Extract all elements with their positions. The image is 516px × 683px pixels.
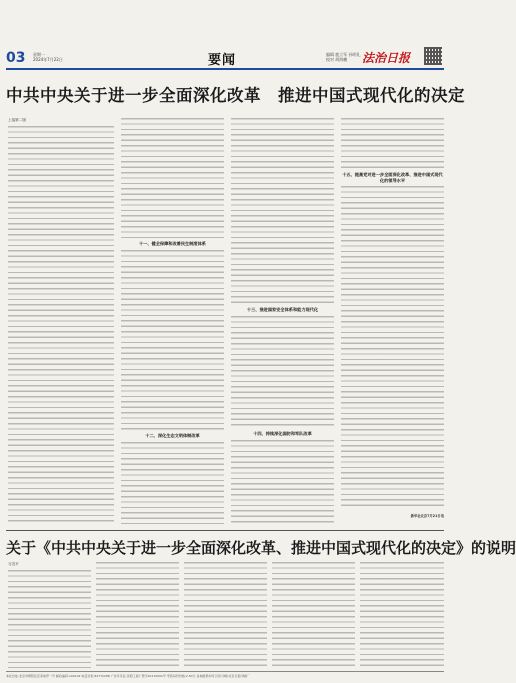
subhead: 十三、推进国家安全体系和能力现代化 (246, 307, 319, 312)
header-rule (6, 68, 444, 70)
article-2-column-1 (8, 570, 91, 668)
article-2-column-2 (96, 562, 179, 668)
issue-date (33, 52, 63, 62)
article-1-column-3a (231, 118, 334, 306)
masthead-logo: 法治日报 (362, 51, 411, 65)
subhead: 十一、健全保障和改善民生制度体系 (138, 241, 206, 246)
article-2-headline: 关于《中共中央关于进一步全面深化改革、推进中国式现代化的决定》的说明 (6, 539, 516, 557)
article-1-end-note: 新华社北京7月21日电 (410, 514, 444, 518)
weekday: 星期一 (33, 52, 45, 57)
article-1-column-3c (231, 440, 334, 524)
article-1-subhead-13 (231, 306, 334, 314)
qr-code[interactable] (424, 47, 442, 65)
article-1-subhead-14 (231, 430, 334, 438)
section-title: 要闻 (208, 53, 237, 68)
section-divider (6, 530, 444, 531)
date: 2024年7月22日 (33, 57, 63, 62)
article-2-byline: 习近平 (8, 562, 19, 566)
article-1-column-2b (121, 250, 224, 430)
subhead: 十五、提高党对进一步全面深化改革、推进中国式现代化的领导水平 (342, 172, 443, 183)
article-1-subhead-15 (341, 172, 444, 183)
article-2-column-3 (184, 562, 267, 668)
article-1-headline: 中共中央关于进一步全面深化改革 推进中国式现代化的决定 (6, 86, 465, 105)
article-1-subhead-11 (121, 240, 224, 248)
article-1-continued-note: 上接第二版 (8, 118, 26, 122)
subhead: 十二、深化生态文明体制改革 (145, 433, 200, 438)
page-footer: 本社位址:北京市朝阳区花家地甲一号 邮政编码:100102 电话总机:84772288 广告许可证:京朝工商广登字20170001号 零售每份价格:2.50元 各地邮局均可订阅 印刷:北京日报印刷厂 (6, 671, 444, 678)
article-1-column-3b (231, 316, 334, 428)
editor-line: 编辑 鹿立军 孙明礼 (326, 52, 361, 57)
article-1-column-4a (341, 118, 444, 170)
page-number: 03 (6, 50, 26, 66)
subhead: 十四、持续深化国防和军队改革 (253, 431, 312, 436)
editor-credit (326, 52, 361, 62)
article-1-subhead-12 (121, 432, 224, 440)
article-1-column-1 (8, 126, 114, 524)
article-1-column-2c (121, 442, 224, 524)
article-2-column-5 (360, 562, 444, 668)
article-1-column-4b (341, 186, 444, 510)
article-2-column-4 (272, 562, 355, 668)
article-1-column-2a (121, 118, 224, 238)
proofreader-line: 校对 胡海鹏 (326, 57, 348, 62)
